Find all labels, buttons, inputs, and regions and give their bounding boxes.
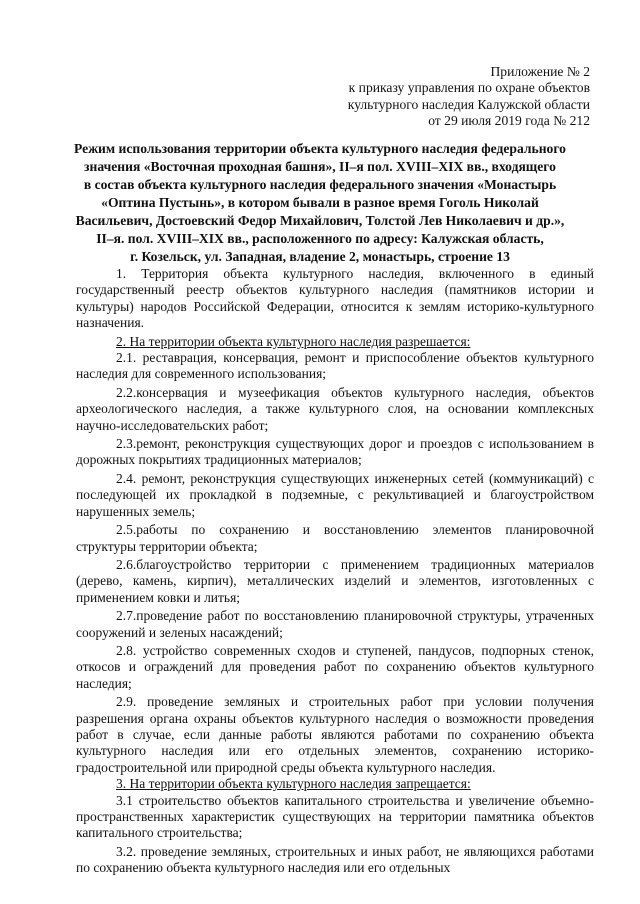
appendix-date-line: от 29 июля 2019 года № 212: [428, 113, 590, 129]
document-body: [76, 266, 594, 904]
item-3-2: 3.2. проведение земляных, строительных и иных работ, не являющихся работами по сохранению объекта культурного наследия или его отдельных: [76, 843, 594, 876]
item-2-1: 2.1. реставрация, консервация, ремонт и приспособление объектов культурного наследия для современного использования;: [76, 350, 594, 382]
appendix-number: Приложение № 2: [490, 64, 590, 79]
title-line: г. Козельск, ул. Западная, владение 2, монастырь, строение 13: [130, 249, 510, 264]
item-2-9: 2.9. проведение земляных и строительных работ при условии получения разрешения органа охраны объектов культурного наследия о возможности проведения работ в случае, если данные работы являются работами по сохранению объекта культурного наследия или его отдельных элементов, сохранению историко-градостроительной или природной среды объекта культурного наследия.: [76, 694, 594, 775]
section-3-heading: 3. На территории объекта культурного наследия запрещается:: [116, 776, 471, 792]
document-title: [60, 140, 580, 266]
title-line: «Оптина Пустынь», в котором бывали в разное время Гоголь Николай: [101, 195, 539, 210]
item-3-1: 3.1 строительство объектов капитального строительства и увеличение объемно-пространственных характеристик существующих на территории памятника объектов капитального строительства;: [76, 792, 594, 841]
item-2-6: 2.6.благоустройство территории с применением традиционных материалов (дерево, камень, кирпич), металлических изделий и элементов, изготовленных с применением ковки и литья;: [76, 556, 594, 605]
item-2-3: 2.3.ремонт, реконструкция существующих дорог и проездов с использованием в дорожных покрытиях традиционных материалов;: [76, 436, 594, 468]
title-line: Режим использования территории объекта культурного наследия федерального: [74, 141, 566, 156]
appendix-order-line: к приказу управления по охране объектов: [348, 80, 590, 96]
item-2-7: 2.7.проведение работ по восстановлению планировочной структуры, утраченных сооружений и зеленых насаждений;: [76, 608, 594, 640]
appendix-header: [270, 64, 590, 130]
title-line: II–я. пол. XVIII–XIX вв., расположенного по адресу: Калужская область,: [96, 231, 544, 246]
appendix-region-line: культурного наследия Калужской области: [347, 96, 590, 112]
item-3-2-clip: [76, 842, 594, 904]
item-2-2: 2.2.консервация и музеефикация объектов культурного наследия, объектов археологического наследия, а также культурного слоя, на основании комплексных научно-исследовательских работ;: [76, 384, 594, 433]
title-line: в состав объекта культурного наследия федерального значения «Монастырь: [83, 177, 557, 192]
item-2-8: 2.8. устройство современных сходов и ступеней, пандусов, подпорных стенок, откосов и ограждений для проведения работ по сохранению объектов культурного наследия;: [76, 642, 594, 691]
title-line: Васильевич, Достоевский Федор Михайлович, Толстой Лев Николаевич и др.»,: [75, 213, 565, 228]
item-2-4: 2.4. ремонт, реконструкция существующих инженерных сетей (коммуникаций) с последующей их прокладкой в подземные, с рекультивацией и благоустройством нарушенных земель;: [76, 470, 594, 519]
item-2-5: 2.5.работы по сохранению и восстановлению элементов планировочной структуры территории объекта;: [76, 522, 594, 554]
title-line: значения «Восточная проходная башня», II–я пол. XVIII–XIX вв., входящего: [84, 159, 556, 174]
paragraph-1: 1. Территория объекта культурного наследия, включенного в единый государственный реестр объектов культурного наследия (памятников истории и культуры) народов Российской Федерации, относится к землям историко-культурного назначения.: [76, 266, 594, 331]
section-2-heading: 2. На территории объекта культурного наследия разрешается:: [116, 333, 471, 349]
